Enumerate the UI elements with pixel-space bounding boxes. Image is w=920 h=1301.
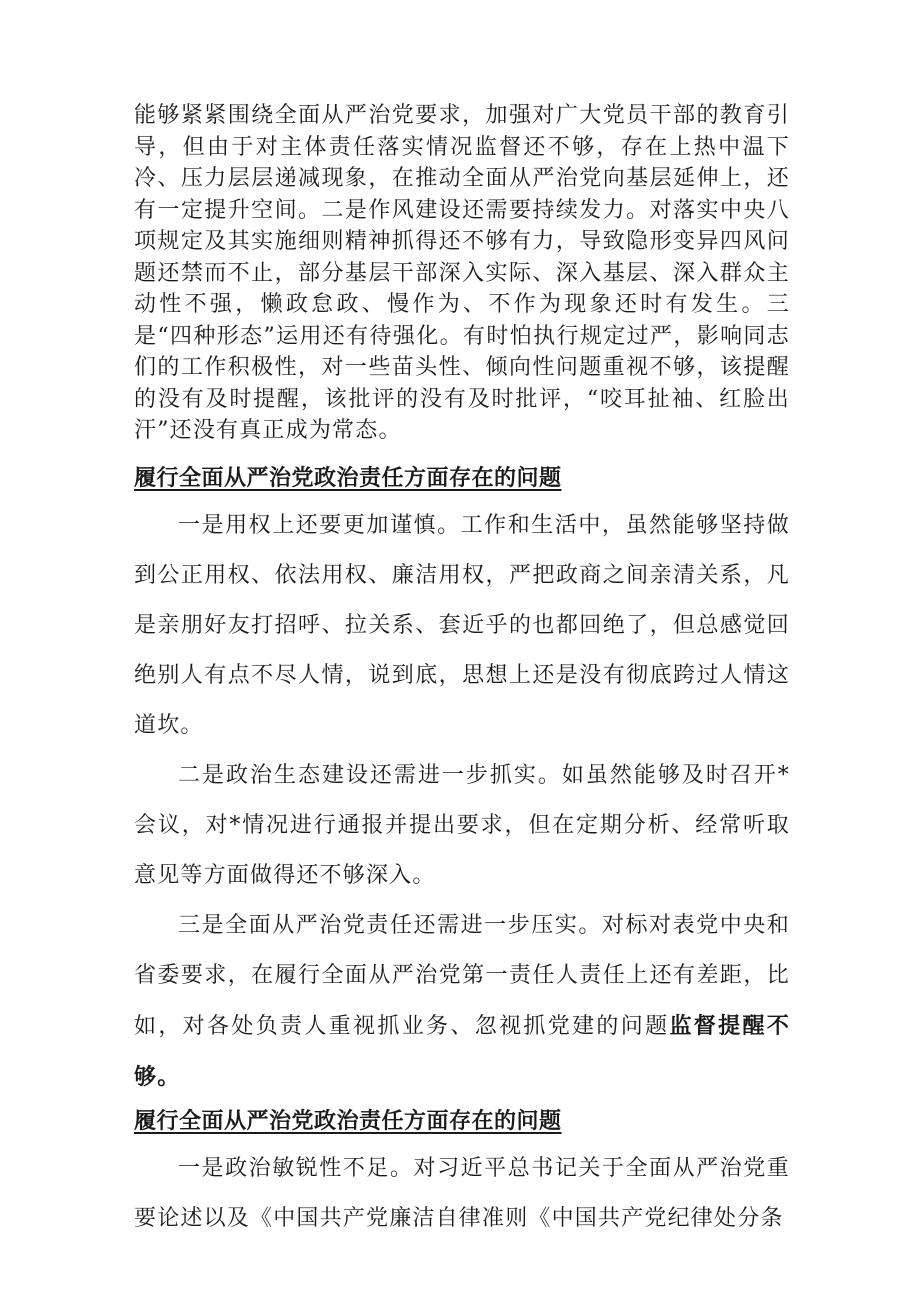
paragraph-4-bold-text: 监督提醒不够。 xyxy=(134,1012,790,1090)
paragraph-1: 能够紧紧围绕全面从严治党要求，加强对广大党员干部的教育引导，但由于对主体责任落实情况监督还不够，存在上热中温下冷、压力层层递减现象，在推动全面从严治党向基层延伸上，还有一定提升空间。二是作风建设还需要持续发力。对落实中央八项规定及其实施细则精神抓得还不够有力，导致隐形变异四风问题还禁而不止，部分基层干部深入实际、深入基层、深入群众主动性不强，懒政怠政、慢作为、不作为现象还时有发生。三是“四种形态”运用还有待强化。有时怕执行规定过严，影响同志们的工作积极性，对一些苗头性、倾向性问题重视不够，该提醒的没有及时提醒，该批评的没有及时批评，“咬耳扯袖、红脸出汗”还没有真正成为常态。 xyxy=(134,103,790,443)
section-heading-2: 履行全面从严治党政治责任方面存在的问题 xyxy=(134,1107,562,1134)
document-page xyxy=(134,100,790,1244)
section-heading-1: 履行全面从严治党政治责任方面存在的问题 xyxy=(134,464,562,491)
paragraph-3: 二是政治生态建设还需进一步抓实。如虽然能够及时召开*会议，对*情况进行通报并提出要求，但在定期分析、经常听取意见等方面做得还不够深入。 xyxy=(134,762,790,888)
paragraph-4-text: 三是全面从严治党责任还需进一步压实。对标对表党中央和省委要求，在履行全面从严治党第一责任人责任上还有差距，比如，对各处负责人重视抓业务、忽视抓党建的问题 xyxy=(134,912,790,1039)
paragraph-2: 一是用权上还要更加谨慎。工作和生活中，虽然能够坚持做到公正用权、依法用权、廉洁用权，严把政商之间亲清关系，凡是亲朋好友打招呼、拉关系、套近乎的也都回绝了，但总感觉回绝别人有点不尽人情，说到底，思想上还是没有彻底跨过人情这道坎。 xyxy=(134,512,790,738)
paragraph-5: 一是政治敏锐性不足。对习近平总书记关于全面从严治党重要论述以及《中国共产党廉洁自律准则《中国共产党纪律处分条 xyxy=(134,1155,790,1231)
paragraph-4 xyxy=(134,901,790,1103)
